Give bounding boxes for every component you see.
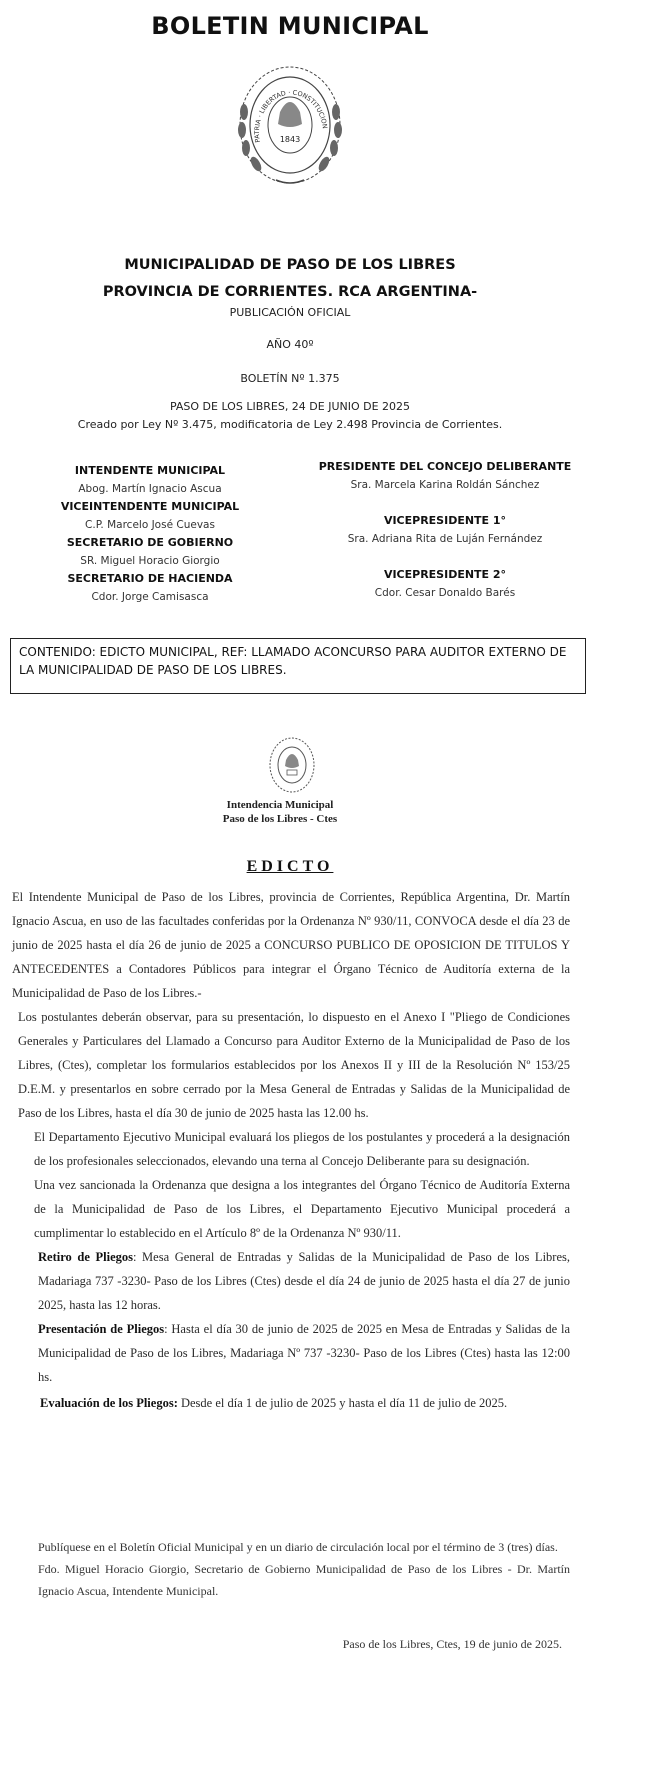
edict-paragraph: Una vez sancionada la Ordenanza que designa a los integrantes del Órgano Técnico de Auditoría Externa de la Municipalidad de Paso de los Libres, el Departamento Ejecutivo Municipal procederá a cumplimentar lo establecido en el Artículo 8º de la Ordenanza Nº 930/11. bbox=[34, 1178, 570, 1240]
edict-paragraph-retiro bbox=[0, 1245, 570, 1317]
authority-label: SECRETARIO DE HACIENDA bbox=[67, 572, 233, 585]
edict-paragraph: El Intendente Municipal de Paso de los Libres, provincia de Corrientes, República Argentina, Dr. Martín Ignacio Ascua, en uso de las facultades conferidas por la Ordenanza Nº 930/11, CONVOCA desde el día 23 de junio de 2025 hasta el día 26 de junio de 2025 a CONCURSO PUBLICO DE OPOSICION DE TITULOS Y ANTECEDENTES a Contadores Públicos para integrar el Órgano Técnico de Auditoría externa de la Municipalidad de Paso de los Libres.- bbox=[12, 890, 570, 1000]
paragraph-text: : Mesa General de Entradas y Salidas de la Municipalidad de Paso de los Libres, Madariaga 737 -3230- Paso de los Libres (Ctes) desde el día 24 de junio de 2025 hasta el día 27 de junio 2025, hasta las 12 horas. bbox=[38, 1250, 570, 1312]
authority-label: SECRETARIO DE GOBIERNO bbox=[66, 536, 234, 549]
authority-label: VICEINTENDENTE MUNICIPAL bbox=[60, 500, 240, 513]
council-authorities bbox=[310, 458, 580, 602]
municipality-name: MUNICIPALIDAD DE PASO DE LOS LIBRES bbox=[124, 257, 456, 273]
publication-type: PUBLICACIÓN OFICIAL bbox=[229, 306, 351, 319]
authority-name: Sra. Adriana Rita de Luján Fernández bbox=[347, 533, 543, 545]
authority-name: SR. Miguel Horacio Giorgio bbox=[80, 555, 220, 567]
seal-motto: PATRIA · LIBERTAD · CONSTITUCION bbox=[252, 88, 329, 144]
creation-law: Creado por Ley Nº 3.475, modificatoria de Ley 2.498 Provincia de Corrientes. bbox=[77, 418, 503, 431]
publication-order: Publíquese en el Boletín Oficial Municipal y en un diario de circulación local por el término de 3 (tres) días. bbox=[38, 1540, 558, 1554]
authority-label: PRESIDENTE DEL CONCEJO DELIBERANTE bbox=[318, 460, 572, 473]
intendencia-line2: Paso de los Libres - Ctes bbox=[222, 813, 338, 825]
authority-label: INTENDENTE MUNICIPAL bbox=[74, 464, 226, 477]
edict-date: Paso de los Libres, Ctes, 19 de junio de 2025. bbox=[342, 1637, 562, 1651]
authority-label: VICEPRESIDENTE 1° bbox=[383, 514, 507, 527]
authority-name: Cdor. Cesar Donaldo Barés bbox=[374, 587, 516, 599]
closing-block bbox=[38, 1536, 570, 1602]
paragraph-heading: Evaluación de los Pliegos: bbox=[40, 1396, 178, 1410]
authority-name: C.P. Marcelo José Cuevas bbox=[85, 519, 215, 531]
signature-line: Fdo. Miguel Horacio Giorgio, Secretario de Gobierno Municipalidad de Paso de los Libres - Dr. Martín Ignacio Ascua, Intendente Municipal. bbox=[38, 1562, 570, 1598]
edict-paragraph: El Departamento Ejecutivo Municipal evaluará los pliegos de los postulantes y procederá a la designación de los profesionales seleccionados, elevando una terna al Concejo Deliberante para su designación. bbox=[34, 1130, 570, 1168]
edict-body bbox=[0, 885, 570, 1415]
intendencia-seal bbox=[266, 734, 318, 796]
intendencia-stamp bbox=[180, 798, 380, 826]
seal-year: 1843 bbox=[279, 135, 301, 144]
bulletin-number: BOLETÍN Nº 1.375 bbox=[240, 372, 340, 385]
edict-paragraph-presentacion bbox=[0, 1317, 570, 1389]
authority-name: Sra. Marcela Karina Roldán Sánchez bbox=[350, 479, 540, 491]
paragraph-text: Desde el día 1 de julio de 2025 y hasta el día 11 de julio de 2025. bbox=[177, 1396, 508, 1410]
paragraph-text: : Hasta el día 30 de junio de 2025 de 2025 en Mesa de Entradas y Salidas de la Municipalidad de Paso de los Libres, Madariaga Nº 737 -3230- Paso de los Libres (Ctes) hasta las 12:00 hs. bbox=[38, 1322, 570, 1384]
edict-title: EDICTO bbox=[246, 858, 334, 875]
year-number: AÑO 40º bbox=[266, 338, 314, 351]
intendencia-line1: Intendencia Municipal bbox=[226, 799, 334, 811]
contents-box: CONTENIDO: EDICTO MUNICIPAL, REF: LLAMADO ACONCURSO PARA AUDITOR EXTERNO DE LA MUNICIPALIDAD DE PASO DE LOS LIBRES. bbox=[10, 638, 586, 694]
edict-paragraph: Los postulantes deberán observar, para su presentación, lo dispuesto en el Anexo I "Pliego de Condiciones Generales y Particulares del Llamado a Concurso para Auditor Externo de la Municipalidad de Paso de los Libres, (Ctes), completar los formularios establecidos por los Anexos II y III de la Resolución Nº 153/25 D.E.M. y presentarlos en sobre cerrado por la Mesa General de Entradas y Salidas de la Municipalidad de Paso de los Libres, hasta el día 30 de junio de 2025 hasta las 12.00 hs. bbox=[18, 1010, 570, 1120]
municipal-seal bbox=[236, 62, 344, 188]
bulletin-title: BOLETIN MUNICIPAL bbox=[151, 12, 429, 40]
authority-label: VICEPRESIDENTE 2° bbox=[383, 568, 507, 581]
paragraph-heading: Retiro de Pliegos bbox=[38, 1250, 133, 1264]
paragraph-heading: Presentación de Pliegos bbox=[38, 1322, 165, 1336]
authority-name: Cdor. Jorge Camisasca bbox=[91, 591, 209, 603]
authority-name: Abog. Martín Ignacio Ascua bbox=[78, 483, 222, 495]
executive-authorities bbox=[40, 462, 260, 606]
province-name: PROVINCIA DE CORRIENTES. RCA ARGENTINA- bbox=[102, 284, 478, 300]
place-date: PASO DE LOS LIBRES, 24 DE JUNIO DE 2025 bbox=[169, 400, 411, 413]
edict-paragraph-evaluacion bbox=[0, 1391, 570, 1415]
